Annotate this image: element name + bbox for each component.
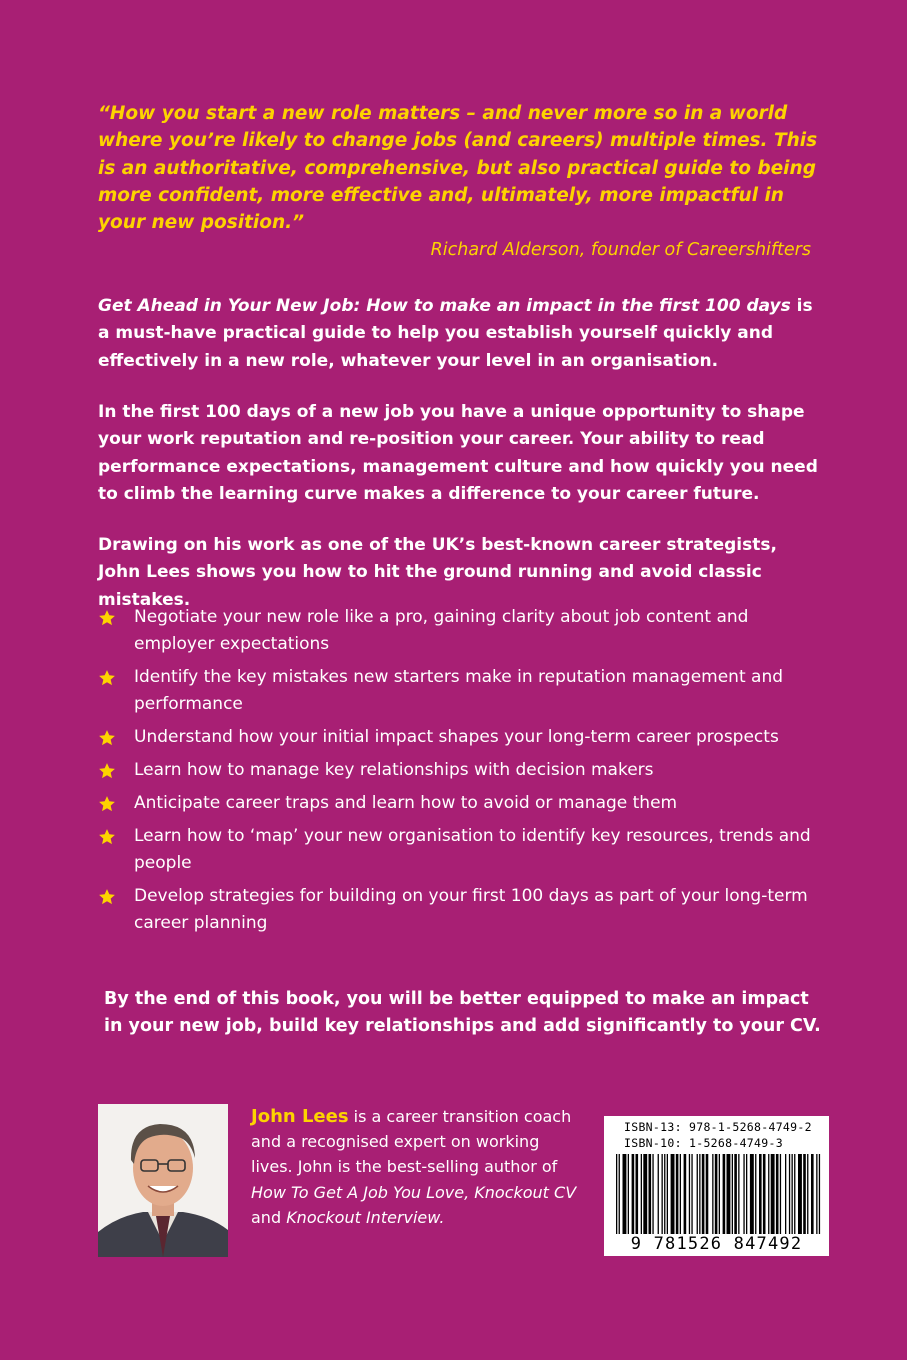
barcode-bars — [616, 1154, 821, 1236]
author-bio — [251, 1104, 581, 1230]
bio-and: and — [251, 1207, 287, 1227]
benefit-item — [98, 724, 818, 751]
benefit-item — [98, 883, 818, 937]
author-intro-paragraph: Drawing on his work as one of the UK’s best-known career strategists, John Lees shows you how to hit the ground running and avoid classic mistakes. — [98, 535, 777, 610]
benefit-text: Identify the key mistakes new starters make in reputation management and performance — [134, 667, 784, 714]
intro-paragraph — [98, 293, 818, 375]
star-icon — [98, 888, 116, 906]
benefit-item — [98, 664, 818, 718]
star-icon — [98, 729, 116, 747]
bio-book-titles: How To Get A Job You Love, Knockout CV — [251, 1182, 577, 1202]
star-icon — [98, 609, 116, 627]
benefit-item — [98, 790, 818, 817]
benefit-text: Negotiate your new role like a pro, gaining clarity about job content and employer expectations — [134, 607, 749, 654]
bio-text: is a career transition coach and a recognised expert on working lives. John is the best-selling author of — [251, 1107, 572, 1177]
opportunity-paragraph: In the first 100 days of a new job you have a unique opportunity to shape your work reputation and re-position your career. Your ability to read performance expectations, management culture and how quickly you need to climb the learning curve makes a difference to your career future. — [98, 402, 818, 504]
quote-attribution: Richard Alderson, founder of Careershifters — [430, 240, 811, 260]
benefit-text: Anticipate career traps and learn how to avoid or manage them — [134, 793, 678, 813]
isbn10-label: ISBN-10: 1-5268-4749-3 — [624, 1136, 783, 1150]
benefit-text: Understand how your initial impact shapes your long-term career prospects — [134, 727, 779, 747]
author-name: John Lees — [251, 1106, 349, 1127]
star-icon — [98, 669, 116, 687]
benefit-text: Learn how to ‘map’ your new organisation to identify key resources, trends and people — [134, 826, 811, 873]
isbn13-label: ISBN-13: 978-1-5268-4749-2 — [624, 1120, 812, 1134]
book-title: Get Ahead in Your New Job: How to make an impact in the first 100 days — [98, 296, 791, 316]
star-icon — [98, 795, 116, 813]
benefit-item — [98, 757, 818, 784]
benefit-text: Develop strategies for building on your first 100 days as part of your long-term career planning — [134, 886, 808, 933]
barcode-digits: 9 781526 847492 — [630, 1234, 803, 1254]
benefit-item — [98, 823, 818, 877]
benefits-list — [98, 604, 818, 943]
author-photo — [98, 1104, 228, 1257]
bio-book-title-last: Knockout Interview. — [286, 1207, 445, 1227]
benefit-item — [98, 604, 818, 658]
isbn-barcode — [604, 1116, 829, 1256]
closing-statement: By the end of this book, you will be better equipped to make an impact in your new job, build key relationships and add significantly to your CV. — [104, 989, 821, 1037]
benefit-text: Learn how to manage key relationships with decision makers — [134, 760, 654, 780]
intro-text: is a must-have practical guide to help you establish yourself quickly and effectively in a new role, whatever your level in an organisation. — [98, 296, 813, 371]
star-icon — [98, 828, 116, 846]
endorsement-quote: “How you start a new role matters – and never more so in a world where you’re likely to change jobs (and careers) multiple times. This is an authoritative, comprehensive, but also practical guide to being more confident, more effective and, ultimately, more impactful in your new position.” — [98, 103, 818, 234]
star-icon — [98, 762, 116, 780]
